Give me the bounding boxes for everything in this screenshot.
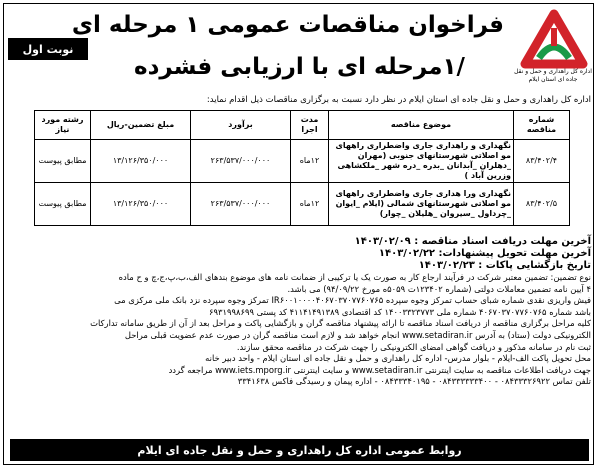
- tender-duration: ۱۲ماه: [291, 140, 329, 183]
- tender-field: مطابق پیوست: [35, 140, 91, 183]
- col-header-field: رشته مورد نیاز: [35, 111, 91, 140]
- tender-estimate: ۲۶۳/۵۳۷/۰۰۰/۰۰۰: [191, 183, 291, 226]
- tender-number: ۸۳/۴۰۲/۵: [514, 183, 570, 226]
- body-line: الکترونیکی دولت (ستاد) به آدرس www.setadiran.ir انجام خواهد شد و لازم است مناقصه گران در صورت عدم عضویت قبلی مراحل: [124, 329, 591, 340]
- body-line: کلیه مراحل برگزاری مناقصه از دریافت اسناد مناقصه تا ارائه پیشنهاد مناقصه گران و بازگشایی پاکت و مراحل بعد از آن از طریق سامانه تدارکات: [90, 318, 591, 329]
- col-header-estimate: برآورد: [191, 111, 291, 140]
- tender-subject: نگهداری و راهداری جاری واضطراری راههای مو اصلاتی شهرستانهای جنوبی (مهران _دهلران _آبدانان _بدره _دره شهر _ملکشاهی وزرین آباد ): [329, 140, 514, 183]
- tender-estimate: ۲۶۳/۵۳۷/۰۰۰/۰۰۰: [191, 140, 291, 183]
- tender-subject: نگهداری ورا هداری جاری واضطراری راههای مو اصلاتی شهرستانهای شمالی (ایلام _ایوان _چرداول _سیروان _هلیلان _چوار): [329, 183, 514, 226]
- body-line: محل تحویل پاکت الف-ایلام - بلوار مدرس- اداره کل راهداری و حمل و نقل جاده ای استان ایلام - واحد دبیر خانه: [205, 353, 591, 364]
- tenders-table: [34, 110, 570, 226]
- page-title: فراخوان مناقصات عمومی ۱ مرحله ای: [71, 12, 504, 38]
- footer-banner: روابط عمومی اداره کل راهداری و حمل و نقل جاده ای ایلام: [10, 439, 589, 461]
- deadlines: [150, 236, 591, 272]
- col-header-guarantee: مبلغ تضمین-ریال: [91, 111, 191, 140]
- body-line: ۴ آیین نامه تضمین معاملات دولتی (شماره ۱۲۳۴۰۲ت ۵۰۵۹ه مورخ ۹۴/۰۹/۲۲) می باشد.: [287, 283, 591, 294]
- opening-date: تاریخ بازگشایی پاکات : ۱۴۰۳/۰۲/۲۳: [418, 260, 591, 271]
- logo-caption: اداره کل راهداری و حمل و نقل جاده ای استان ایلام: [514, 68, 592, 83]
- tender-guarantee: ۱۳/۱۲۶/۳۵۰/۰۰۰: [91, 140, 191, 183]
- table-row: [35, 140, 570, 183]
- table-row: [35, 183, 570, 226]
- page-subtitle: /۱مرحله ای با ارزیابی فشرده: [134, 54, 465, 80]
- body-line: نوع تضمین: تضمین معتبر شرکت در فرآیند ارجاع کار به صورت یک یا ترکیبی از ضمانت نامه های موضوع بندهای الف،ب،پ،ج،چ و ح ماده: [118, 272, 591, 282]
- intro-text: اداره کل راهداری و حمل و نقل جاده ای استان ایلام در نظر دارد نسبت به برگزاری مناقصات ذیل اقدام نماید:: [206, 95, 591, 105]
- tender-field: مطابق پیوست: [35, 183, 91, 226]
- body-line: باشد شماره ۴۰۶۷۰۳۷۰۷۷۶۰۷۶۵ شماره ملی ۱۴۰۰۳۳۲۳۷۷۳ کد اقتصادی ۴۱۱۴۱۴۹۱۳۸۹ کد پستی ۶۹۳۱۹۹۸۶۹۹: [209, 306, 591, 317]
- tender-duration: ۱۲ماه: [291, 183, 329, 226]
- first-round-badge: نوبت اول: [8, 38, 88, 60]
- body-line: جهت دریافت اطلاعات مناقصه به سایت اینترنتی www.setadiran.ir و سایت اینترنتی www.iets.mporg.ir مراجعه گردد: [168, 364, 591, 375]
- delivery-deadline: آخرین مهلت تحویل پیشنهادات: ۱۴۰۳/۰۲/۲۲: [378, 248, 591, 259]
- col-header-subject: موضوع مناقصه: [329, 111, 514, 140]
- conditions-text: [8, 272, 591, 388]
- tender-number: ۸۳/۴۰۲/۴: [514, 140, 570, 183]
- col-header-number: شماره مناقصه: [514, 111, 570, 140]
- body-line: ثبت نام در سامانه مذکور و دریافت گواهی امضای الکترونیکی را جهت شرکت در مناقصه محقق سازند.: [236, 341, 591, 352]
- col-header-duration: مدت اجرا: [291, 111, 329, 140]
- doc-deadline: آخرین مهلت دریافت اسناد مناقصه : ۱۴۰۳/۰۲/۰۹: [354, 236, 591, 247]
- table-header-row: [35, 111, 570, 140]
- body-line: تلفن تماس ۰۸۴۳۳۳۲۶۹۲۲ - ۰۸۴۳۳۳۳۳۳۴۰۰ - ۰۸۴۳۳۳۴۰۱۹۵ - اداره پیمان و رسیدگی فاکس ۳۳۴۱۶۳۸: [237, 376, 591, 387]
- body-line: فیش واریزی نقدی شماره شبای حساب تمرکز وجوه سپرده IR۶۰۰۱۰۰۰۰۴۰۶۷۰۳۷۰۷۷۶۰۷۶۵ تمرکز وجوه سپرده نزد بانک ملی مرکزی می: [114, 295, 591, 306]
- tender-guarantee: ۱۳/۱۲۶/۳۵۰/۰۰۰: [91, 183, 191, 226]
